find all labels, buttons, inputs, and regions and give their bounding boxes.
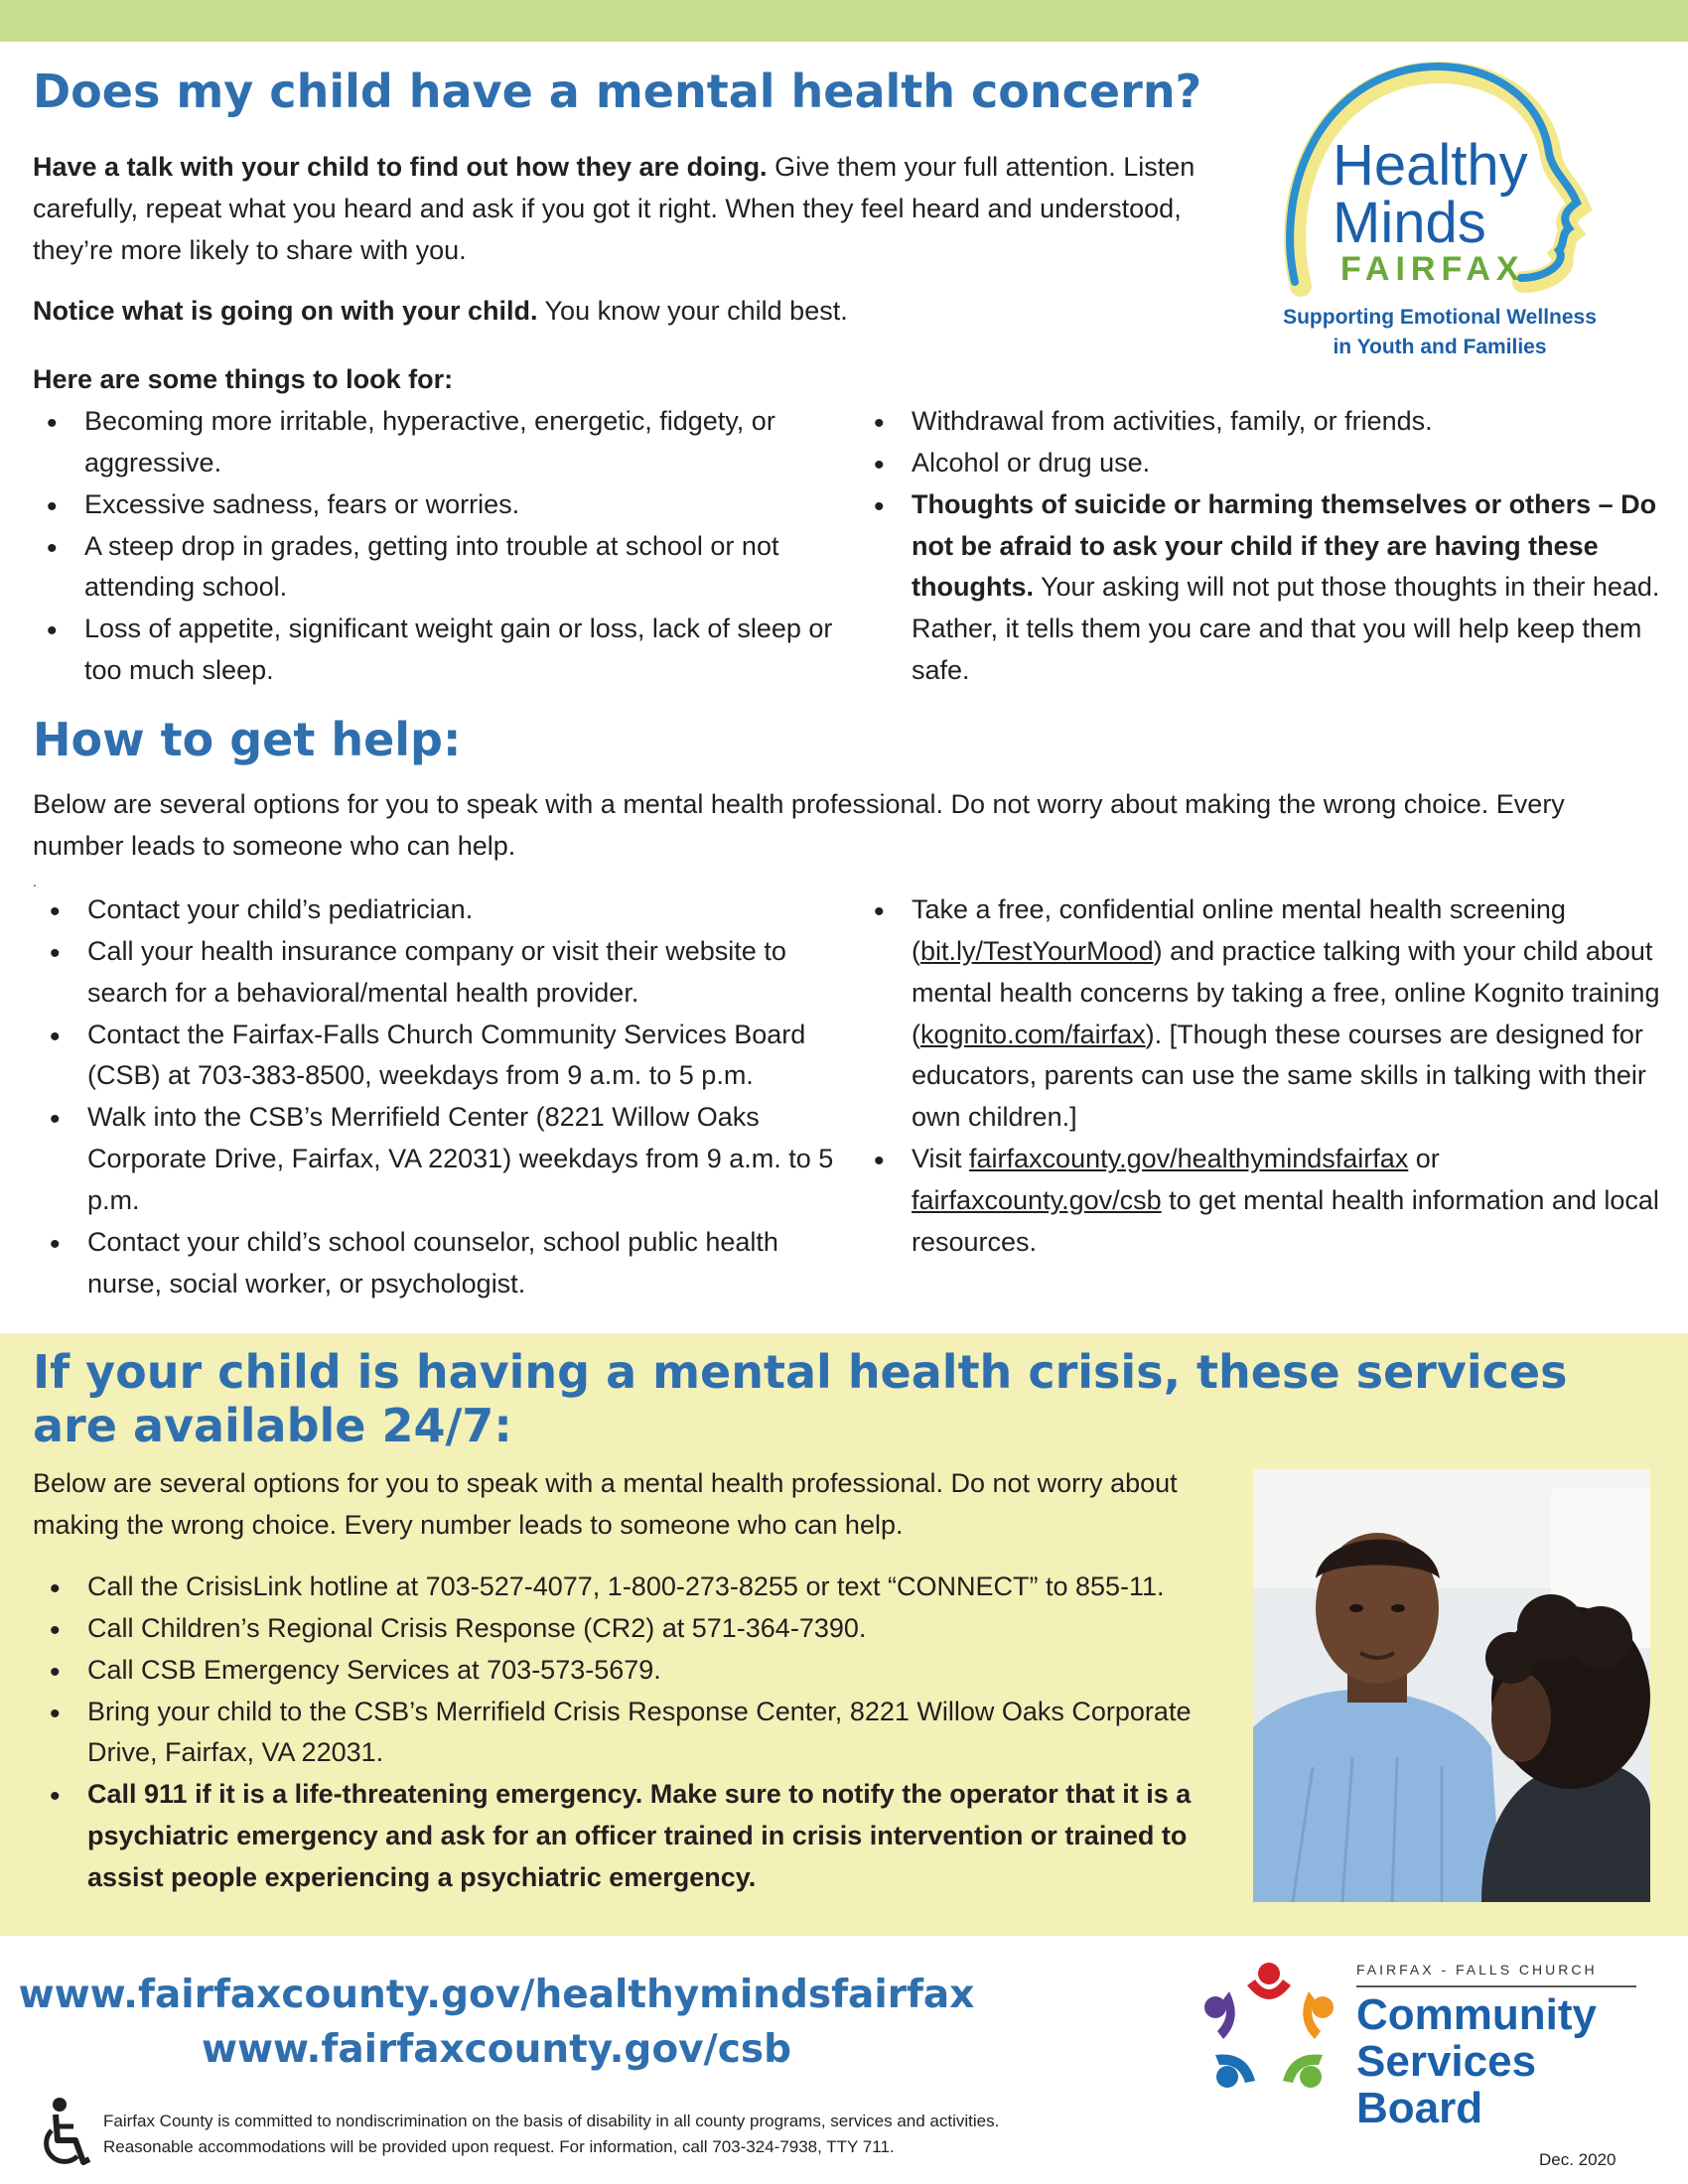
list-item: • Loss of appetite, significant weight gain or loss, lack of sleep or too much sleep. (33, 609, 837, 692)
list-item: • Excessive sadness, fears or worries. (33, 484, 837, 526)
test-your-mood-link[interactable]: bit.ly/TestYourMood (920, 935, 1154, 966)
logo-word-minds: Minds (1333, 191, 1486, 255)
photo-illustration (1253, 1469, 1650, 1902)
list-item: • Call the CrisisLink hotline at 703-527-4077, 1-800-273-8255 or text “CONNECT” to 855-11. (36, 1567, 1227, 1608)
list-item: • Take a free, confidential online mental health screening (bit.ly/TestYourMood) and practice talking with your child about mental health concerns by taking a free, online Kognito training (kognito.com/fairfax). [Though these courses are designed for educators, parents can use the same skills in talking with their own children.] (860, 889, 1664, 1139)
csb-link[interactable]: fairfaxcounty.gov/csb (912, 1184, 1162, 1215)
look-for-heading: Here are some things to look for: (33, 364, 454, 394)
healthy-minds-logo (1281, 58, 1599, 365)
list-item: • Contact your child’s school counselor, school public health nurse, social worker, or psychologist. (36, 1222, 860, 1305)
logo-tagline-line2: in Youth and Families (1333, 336, 1547, 359)
notice-paragraph (33, 291, 1204, 333)
healthymindsfairfax-url[interactable]: www.fairfaxcounty.gov/healthymindsfairfax (18, 1973, 975, 2017)
list-item: • Withdrawal from activities, family, or friends. (860, 401, 1664, 443)
csb-url[interactable]: www.fairfaxcounty.gov/csb (201, 2027, 792, 2073)
signs-list-right (860, 401, 1664, 692)
help-list-right (860, 889, 1664, 1264)
intro-lead: Have a talk with your child to find out how they are doing. (33, 152, 768, 182)
logo-tagline-line1: Supporting Emotional Wellness (1283, 306, 1597, 329)
help-intro: Below are several options for you to speak with a mental health professional. Do not worry about making the wrong choice. Every number leads to someone who can help. (33, 789, 1565, 861)
suicide-warning-rest: Your asking will not put those thoughts in their head. Rather, it tells them you care and that you will help keep them safe. (912, 572, 1660, 686)
footer-line2: Reasonable accommodations will be provided upon request. For information, call 703-324-7938, TTY 711. (103, 2137, 895, 2157)
csb-logo (1192, 1956, 1648, 2133)
logo-word-fairfax: FAIRFAX (1340, 250, 1525, 288)
signs-list-left (33, 401, 837, 692)
list-item: • Becoming more irritable, hyperactive, energetic, fidgety, or aggressive. (33, 401, 837, 484)
publication-date: Dec. 2020 (1539, 2150, 1617, 2169)
csb-logo-subtitle: FAIRFAX - FALLS CHURCH (1356, 1962, 1598, 1978)
stray-dot: . (33, 874, 37, 889)
notice-rest: You know your child best. (537, 296, 848, 326)
csb-people-pinwheel-icon (1192, 1956, 1346, 2105)
list-item (860, 484, 1664, 692)
list-item: • Bring your child to the CSB’s Merrifield Crisis Response Center, 8221 Willow Oaks Corporate Drive, Fairfax, VA 22031. (36, 1692, 1227, 1775)
crisis-heading: If your child is having a mental health crisis, these services are available 24/7: (33, 1345, 1568, 1453)
csb-logo-line1: Community (1356, 1990, 1597, 2039)
logo-tagline (1281, 303, 1599, 363)
list-item: • A steep drop in grades, getting into trouble at school or not attending school. (33, 526, 837, 610)
list-item: • Call your health insurance company or visit their website to search for a behavioral/mental health provider. (36, 931, 860, 1015)
list-item: • Walk into the CSB’s Merrifield Center (8221 Willow Oaks Corporate Drive, Fairfax, VA 22031) weekdays from 9 a.m. to 5 p.m. (36, 1097, 860, 1222)
top-color-band (0, 0, 1688, 42)
list-item: • Visit fairfaxcounty.gov/healthymindsfairfax or fairfaxcounty.gov/csb to get mental health information and local resources. (860, 1139, 1664, 1264)
call-911-bold: Call 911 if it is a life-threatening emergency. Make sure to notify the operator that it is a psychiatric emergency and ask for an officer trained in crisis intervention or trained to assist people experiencing a psychiatric emergency. (87, 1779, 1192, 1892)
healthymindsfairfax-link[interactable]: fairfaxcounty.gov/healthymindsfairfax (969, 1144, 1409, 1174)
suicide-warning-bold: Thoughts of suicide or harming themselves or others – Do not be afraid to ask your child if they are having these thoughts. (912, 488, 1657, 603)
csb-logo-name (1356, 1991, 1648, 2131)
csb-logo-rule (1356, 1985, 1636, 1987)
crisis-intro: Below are several options for you to speak with a mental health professional. Do not worry about making the wrong choice. Every number leads to someone who can help. (33, 1468, 1178, 1540)
footer-urls (0, 1968, 993, 2078)
logo-word-healthy: Healthy (1333, 133, 1528, 198)
list-item: • Call CSB Emergency Services at 703-573-5679. (36, 1650, 1227, 1692)
list-item: • Alcohol or drug use. (860, 443, 1664, 484)
help-list-left (36, 889, 860, 1304)
intro-rest: Give them your full attention. Listen carefully, repeat what you heard and ask if you got it right. When they feel heard and understood, they’re more likely to share with you. (33, 152, 1196, 265)
list-item (36, 1774, 1227, 1899)
list-item: • Call Children’s Regional Crisis Response (CR2) at 571-364-7390. (36, 1608, 1227, 1650)
page-title: Does my child have a mental health concern? (33, 65, 1202, 118)
intro-paragraph (33, 147, 1204, 272)
crisis-list (36, 1567, 1227, 1899)
notice-lead: Notice what is going on with your child. (33, 296, 538, 326)
wheelchair-accessibility-icon (40, 2097, 91, 2172)
csb-logo-line2: Services Board (1356, 2037, 1537, 2133)
list-item: • Contact the Fairfax-Falls Church Community Services Board (CSB) at 703-383-8500, weekdays from 9 a.m. to 5 p.m. (36, 1015, 860, 1098)
list-item: • Contact your child’s pediatrician. (36, 889, 860, 931)
footer-line1: Fairfax County is committed to nondiscrimination on the basis of disability in all county programs, services and activities. (103, 2112, 1000, 2130)
kognito-link[interactable]: kognito.com/fairfax (920, 1019, 1146, 1049)
counselor-with-child-photo (1253, 1469, 1650, 1902)
nondiscrimination-notice (103, 2109, 1215, 2161)
help-heading: How to get help: (33, 713, 462, 766)
